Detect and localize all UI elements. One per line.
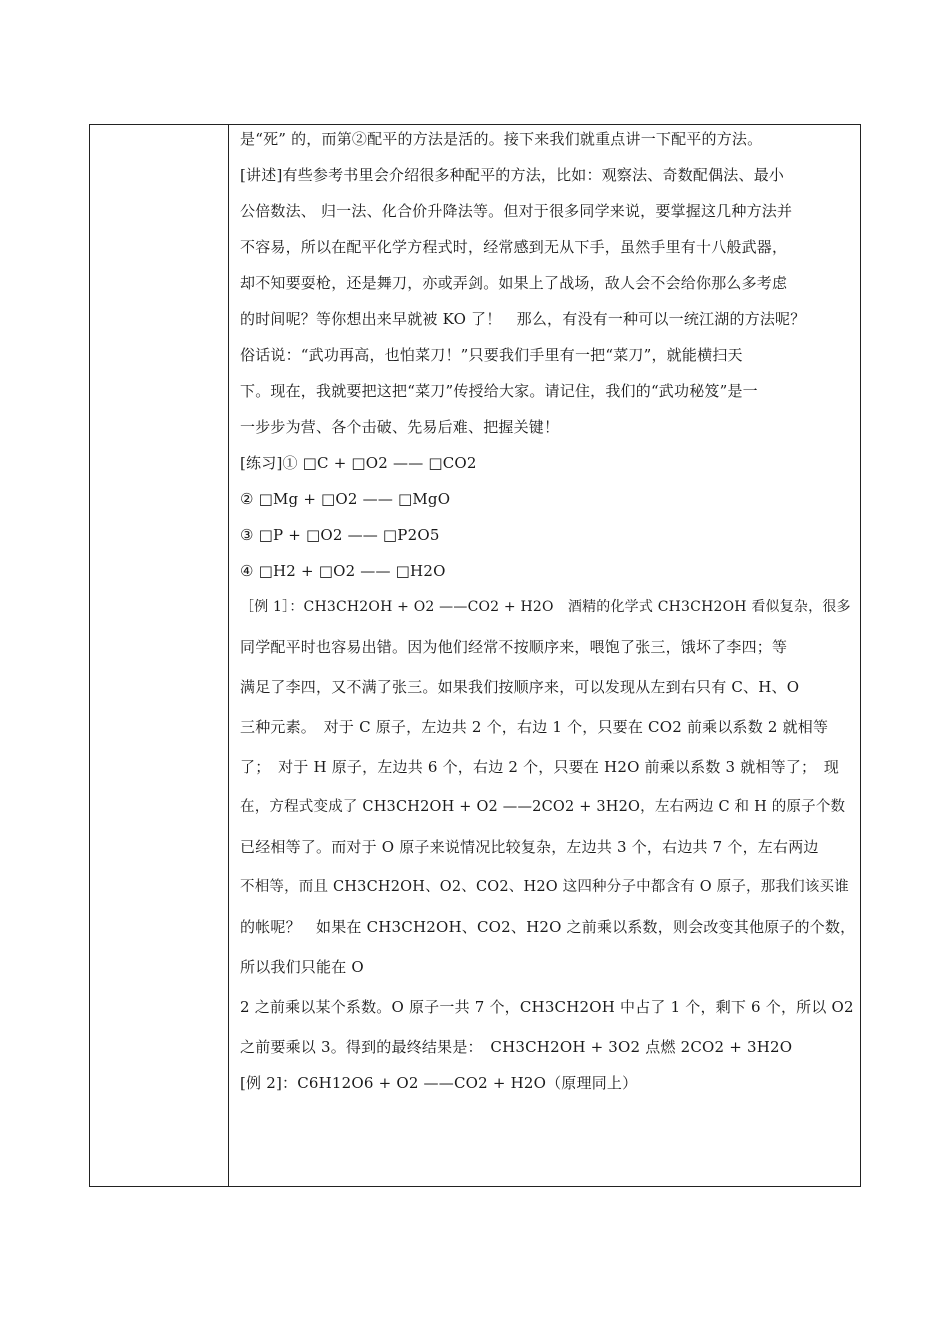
lesson-table — [89, 124, 861, 1187]
text-line: 之前要乘以 3。得到的最终结果是： CH3CH2OH + 3O2 点燃 2CO2 + 3H2O — [240, 1038, 793, 1056]
text-line: 同学配平时也容易出错。因为他们经常不按顺序来，喂饱了张三，饿坏了李四；等 — [240, 638, 788, 656]
example-1-line: ［例 1］：CH3CH2OH + O2 ——CO2 + H2O 酒精的化学式 CH3CH2OH 看似复杂，很多 — [240, 599, 851, 615]
text-line: 俗话说：“武功再高，也怕菜刀！”只要我们手里有一把“菜刀”，就能横扫天 — [240, 346, 743, 364]
text-line: 满足了李四，又不满了张三。如果我们按顺序来，可以发现从左到右只有 C、H、O — [240, 678, 800, 696]
text-line: 的时间呢？等你想出来早就被 KO 了！ 那么，有没有一种可以一统江湖的方法呢？ — [240, 310, 806, 328]
text-line: 不容易，所以在配平化学方程式时，经常感到无从下手，虽然手里有十八般武器， — [240, 238, 788, 256]
exercise-line-3: ③ □P + □O2 —— □P2O5 — [240, 526, 440, 544]
text-line: 2 之前乘以某个系数。O 原子一共 7 个，CH3CH2OH 中占了 1 个，剩下 6 个，所以 O2 — [240, 998, 854, 1016]
left-column-cell — [90, 125, 229, 1186]
text-line: 在，方程式变成了 CH3CH2OH + O2 ——2CO2 + 3H2O，左右两边 C 和 H 的原子个数 — [240, 799, 846, 815]
text-line: [讲述]有些参考书里会介绍很多种配平的方法，比如：观察法、奇数配偶法、最小 — [240, 166, 785, 184]
text-line: 的帐呢？ 如果在 CH3CH2OH、CO2、H2O 之前乘以系数，则会改变其他原子的个数， — [240, 918, 856, 936]
text-line: 所以我们只能在 O — [240, 958, 364, 976]
text-line: 已经相等了。而对于 O 原子来说情况比较复杂，左边共 3 个，右边共 7 个，左右两边 — [240, 838, 819, 856]
text-line: 公倍数法、 归一法、化合价升降法等。但对于很多同学来说，要掌握这几种方法并 — [240, 202, 793, 220]
text-line: 是“死” 的，而第②配平的方法是活的。接下来我们就重点讲一下配平的方法。 — [240, 130, 763, 148]
text-line: 三种元素。 对于 C 原子，左边共 2 个，右边 1 个，只要在 CO2 前乘以系数 2 就相等 — [240, 718, 829, 736]
exercise-line-1: [练习]① □C + □O2 —— □CO2 — [240, 454, 477, 472]
text-line: 一步步为营、各个击破、先易后难、把握关键！ — [240, 418, 560, 436]
exercise-line-4: ④ □H2 + □O2 —— □H2O — [240, 562, 446, 580]
text-line: 了； 对于 H 原子，左边共 6 个，右边 2 个，只要在 H2O 前乘以系数 3 就相等了； 现 — [240, 758, 840, 776]
text-line: 却不知要耍枪，还是舞刀，亦或弄剑。如果上了战场，敌人会不会给你那么多考虑 — [240, 274, 788, 292]
example-2-line: [例 2]：C6H12O6 + O2 ——CO2 + H2O（原理同上） — [240, 1074, 638, 1092]
exercise-line-2: ② □Mg + □O2 —— □MgO — [240, 490, 451, 508]
text-line: 不相等，而且 CH3CH2OH、O2、CO2、H2O 这四种分子中都含有 O 原子，那我们该买谁 — [240, 879, 849, 895]
text-line: 下。现在，我就要把这把“菜刀”传授给大家。请记住，我们的“武功秘笈”是一 — [240, 382, 758, 400]
